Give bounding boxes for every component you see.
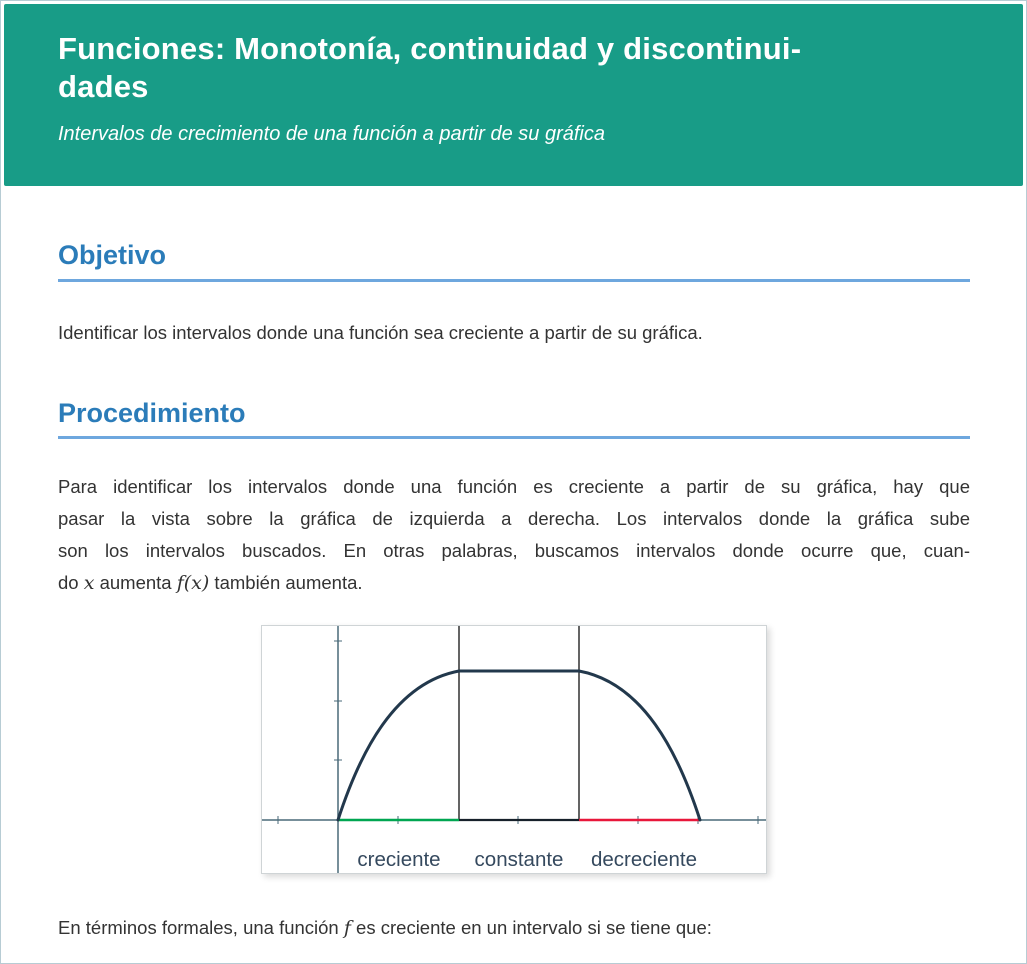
paragraph-line: son los intervalos buscados. En otras palabras, buscamos intervalos donde ocurre que, cuan-: [58, 540, 970, 561]
paragraph-text: do: [58, 572, 84, 593]
page-title-line2: dades: [58, 69, 149, 105]
math-fx: f(x): [176, 572, 210, 594]
math-f: f: [343, 917, 351, 939]
function-graph-svg: [262, 626, 766, 873]
section-rule-procedimiento: [58, 436, 970, 439]
page-subtitle: Intervalos de crecimiento de una función a partir de su gráfica: [58, 123, 605, 146]
section-rule-objetivo: [58, 279, 970, 282]
section-heading-objetivo: Objetivo: [58, 240, 167, 270]
math-x: x: [83, 572, 95, 594]
objetivo-paragraph: Identificar los intervalos donde una función sea creciente a partir de su gráfica.: [58, 322, 703, 343]
content-area: [1, 239, 1026, 943]
page-title-line1: Funciones: Monotonía, continuidad y discontinui-: [58, 31, 802, 66]
paragraph-line: pasar la vista sobre la gráfica de izquierda a derecha. Los intervalos donde la gráfica sube: [58, 508, 970, 529]
function-graph-figure: [261, 625, 767, 874]
region-label-increasing: creciente: [357, 848, 441, 871]
header-banner: [4, 4, 1023, 186]
paragraph-line: [58, 567, 970, 599]
paragraph-text: aumenta: [94, 572, 177, 593]
page-title: [58, 30, 969, 106]
closing-text: es creciente en un intervalo si se tiene que:: [350, 917, 712, 938]
section-heading-procedimiento: Procedimiento: [58, 398, 246, 428]
region-label-decreasing: decreciente: [591, 848, 697, 871]
paragraph-text: también aumenta.: [209, 572, 363, 593]
function-curve: [338, 671, 700, 820]
procedimiento-paragraph: [58, 471, 970, 599]
closing-paragraph: [58, 913, 970, 943]
closing-text: En términos formales, una función: [58, 917, 344, 938]
region-label-constant: constante: [474, 848, 564, 871]
paragraph-line: Para identificar los intervalos donde una función es creciente a partir de su gráfica, hay que: [58, 476, 970, 497]
